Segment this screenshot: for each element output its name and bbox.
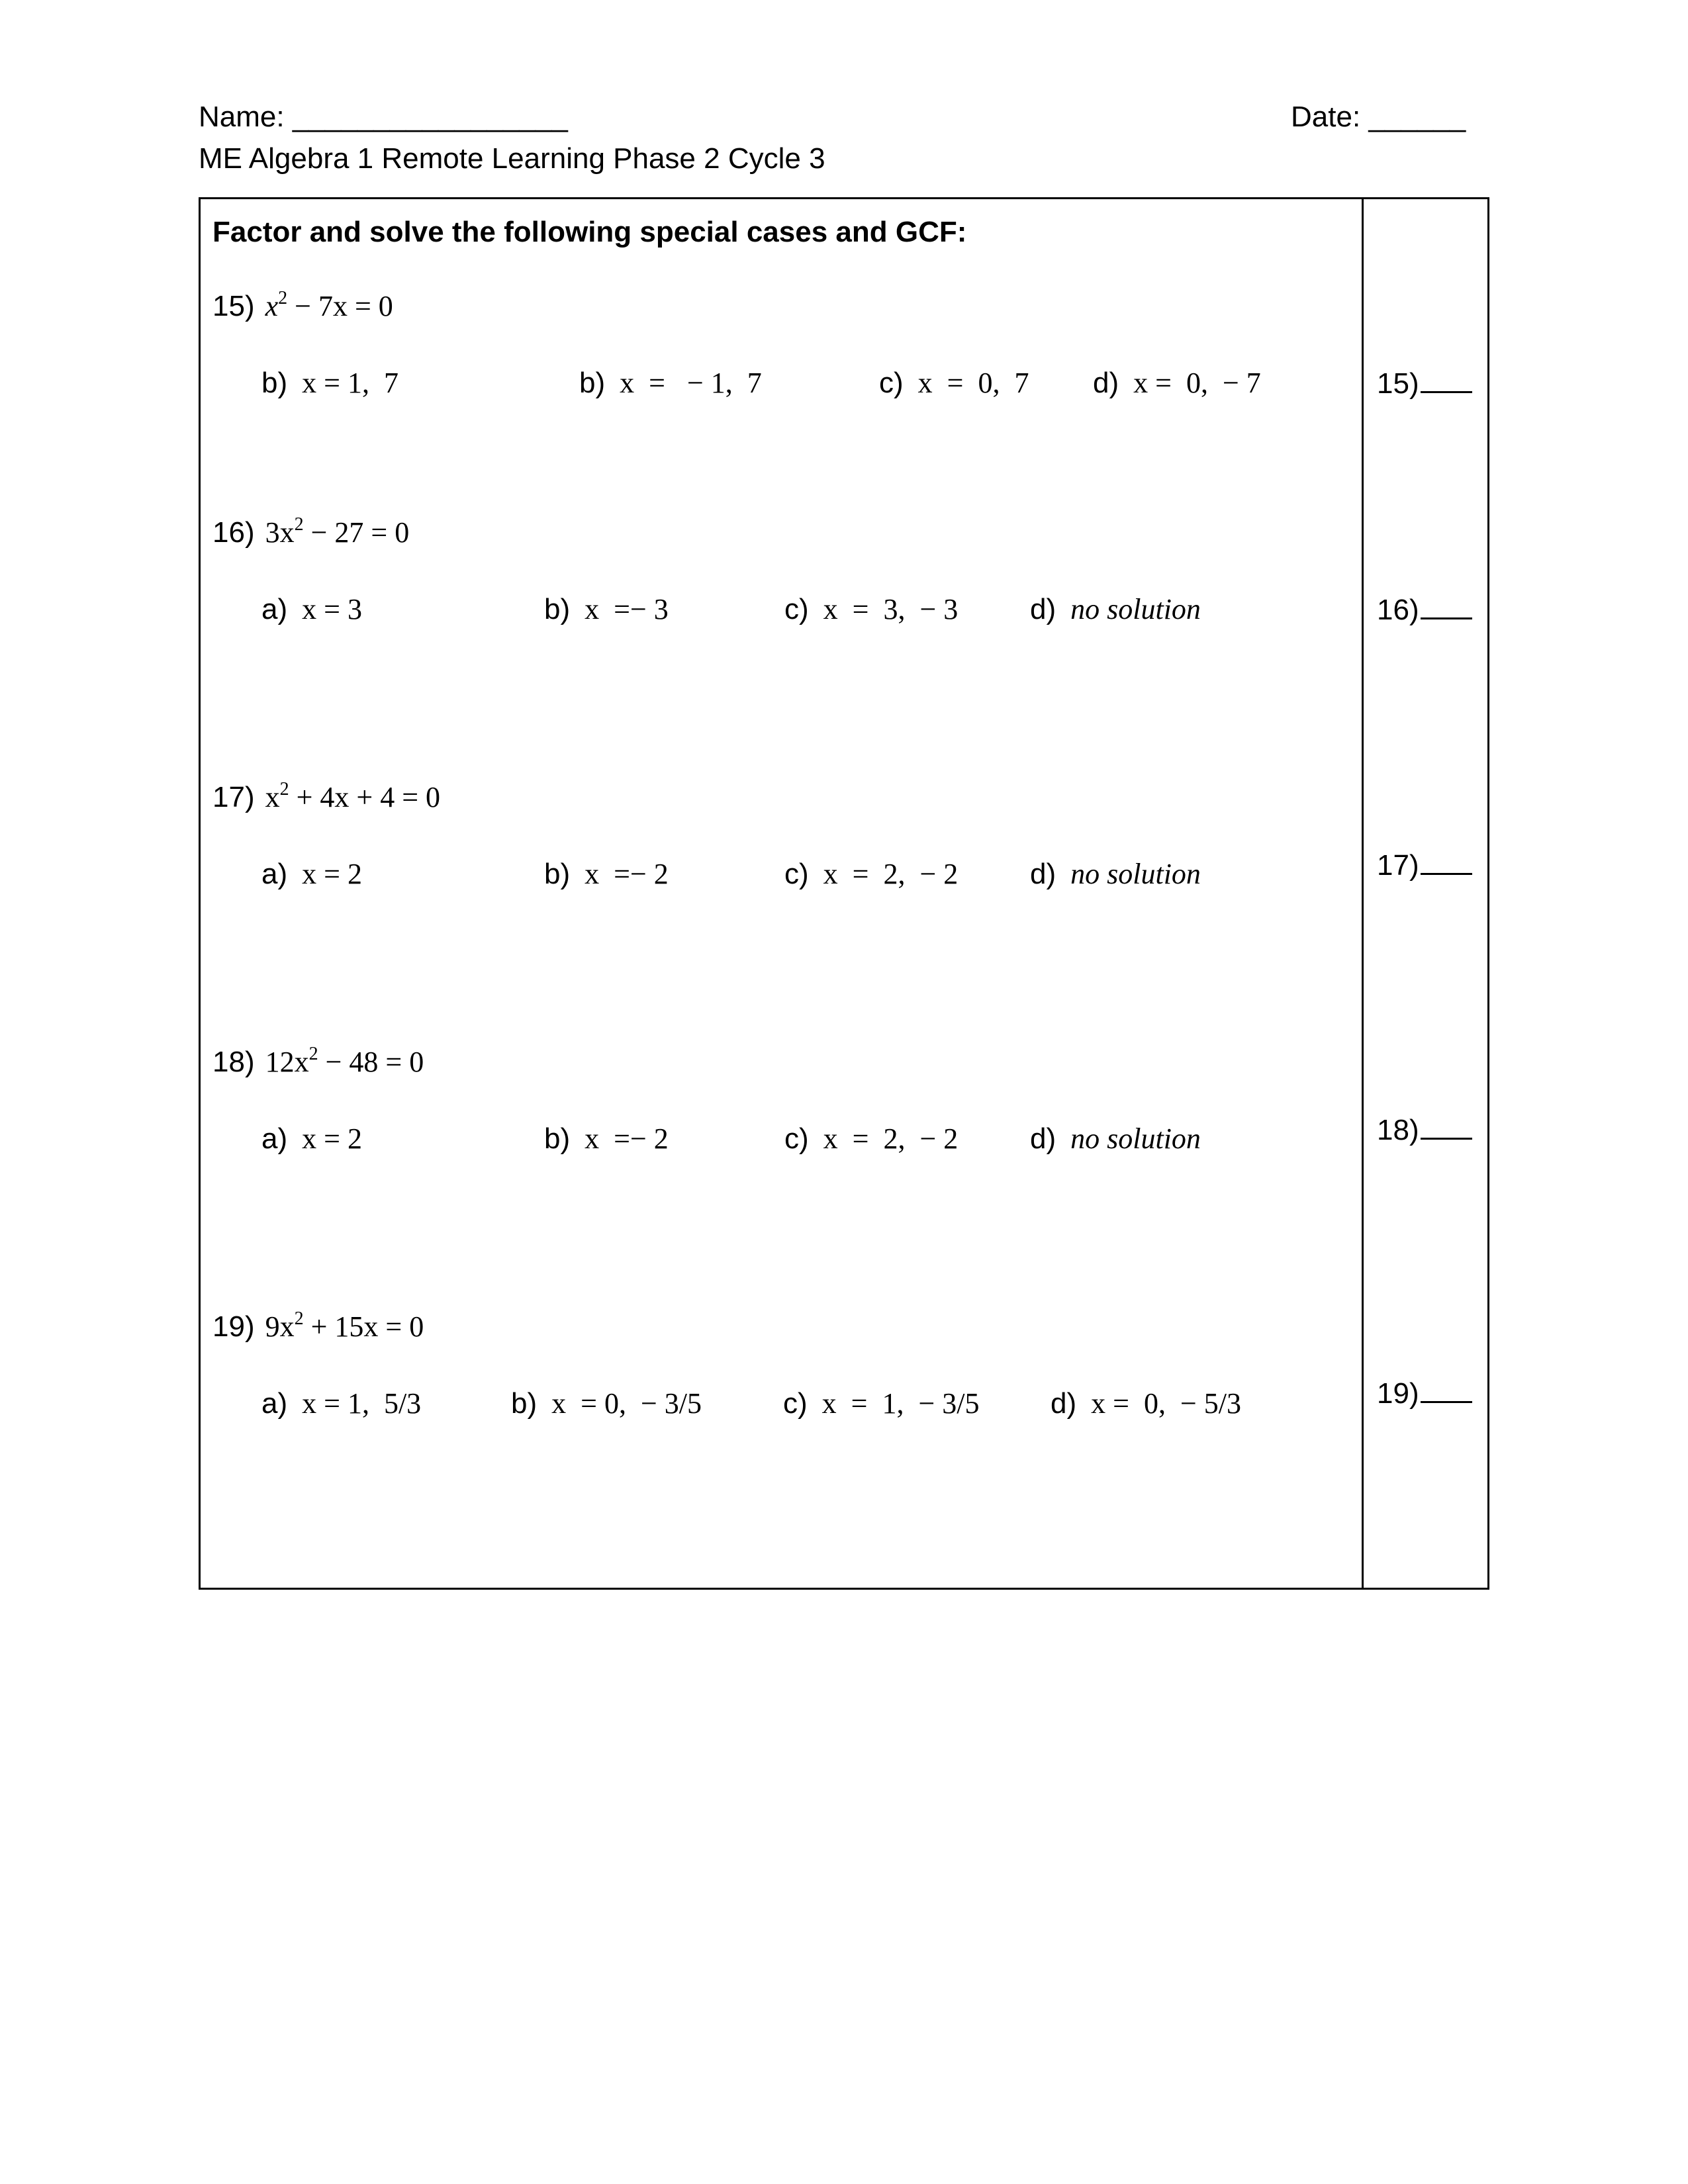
question-15 xyxy=(212,288,393,322)
course-title: ME Algebra 1 Remote Learning Phase 2 Cycle 3 xyxy=(199,142,825,175)
option-18-1[interactable]: a) x = 2 xyxy=(261,1122,362,1155)
option-18-3[interactable]: c) x = 2, − 2 xyxy=(784,1122,959,1155)
question-expression: $9x^2 + 15x = 0$ xyxy=(265,1308,424,1343)
option-16-1[interactable]: a) x = 3 xyxy=(261,593,362,625)
question-expression: $3x^2 - 27 = 0$ xyxy=(265,514,410,549)
question-number: 19) xyxy=(212,1310,255,1343)
option-18-4[interactable]: d) no solution xyxy=(1030,1122,1201,1155)
option-15-4[interactable]: d) x = 0, − 7 xyxy=(1093,367,1261,399)
question-expression: $x^2 - 7x = 0$ xyxy=(265,288,393,322)
option-18-2[interactable]: b) x =− 2 xyxy=(544,1122,669,1155)
option-19-4[interactable]: d) x = 0, − 5/3 xyxy=(1051,1387,1241,1420)
option-15-3[interactable]: c) x = 0, 7 xyxy=(879,367,1029,399)
question-19 xyxy=(212,1308,424,1343)
answer-blank-15[interactable]: 15) xyxy=(1377,366,1472,398)
name-field-label: Name: _________________ xyxy=(199,101,568,133)
option-16-3[interactable]: c) x = 3, − 3 xyxy=(784,593,959,625)
worksheet-box xyxy=(199,197,1489,1590)
date-field-label: Date: ______ xyxy=(1291,101,1466,133)
instructions: Factor and solve the following special cases and GCF: xyxy=(212,216,967,248)
question-16 xyxy=(212,514,410,549)
option-17-3[interactable]: c) x = 2, − 2 xyxy=(784,858,959,890)
option-19-2[interactable]: b) x = 0, − 3/5 xyxy=(511,1387,702,1420)
question-expression: $x^2 + 4x + 4 = 0$ xyxy=(265,779,441,813)
answer-blank-19[interactable]: 19) xyxy=(1377,1376,1472,1408)
option-17-2[interactable]: b) x =− 2 xyxy=(544,858,669,890)
question-expression: $12x^2 - 48 = 0$ xyxy=(265,1044,424,1078)
option-17-4[interactable]: d) no solution xyxy=(1030,858,1201,890)
question-number: 16) xyxy=(212,516,255,549)
option-17-1[interactable]: a) x = 2 xyxy=(261,858,362,890)
answer-blank-16[interactable]: 16) xyxy=(1377,592,1472,625)
question-18 xyxy=(212,1044,424,1078)
answer-blank-17[interactable]: 17) xyxy=(1377,848,1472,880)
answer-column-divider xyxy=(1362,199,1364,1588)
answer-blank-18[interactable]: 18) xyxy=(1377,1113,1472,1145)
option-16-2[interactable]: b) x =− 3 xyxy=(544,593,669,625)
option-19-3[interactable]: c) x = 1, − 3/5 xyxy=(783,1387,980,1420)
option-19-1[interactable]: a) x = 1, 5/3 xyxy=(261,1387,422,1420)
option-15-2[interactable]: b) x = − 1, 7 xyxy=(579,367,762,399)
option-16-4[interactable]: d) no solution xyxy=(1030,593,1201,625)
option-15-1[interactable]: b) x = 1, 7 xyxy=(261,367,399,399)
question-number: 18) xyxy=(212,1046,255,1078)
question-17 xyxy=(212,779,441,813)
question-number: 17) xyxy=(212,781,255,813)
question-number: 15) xyxy=(212,290,255,322)
